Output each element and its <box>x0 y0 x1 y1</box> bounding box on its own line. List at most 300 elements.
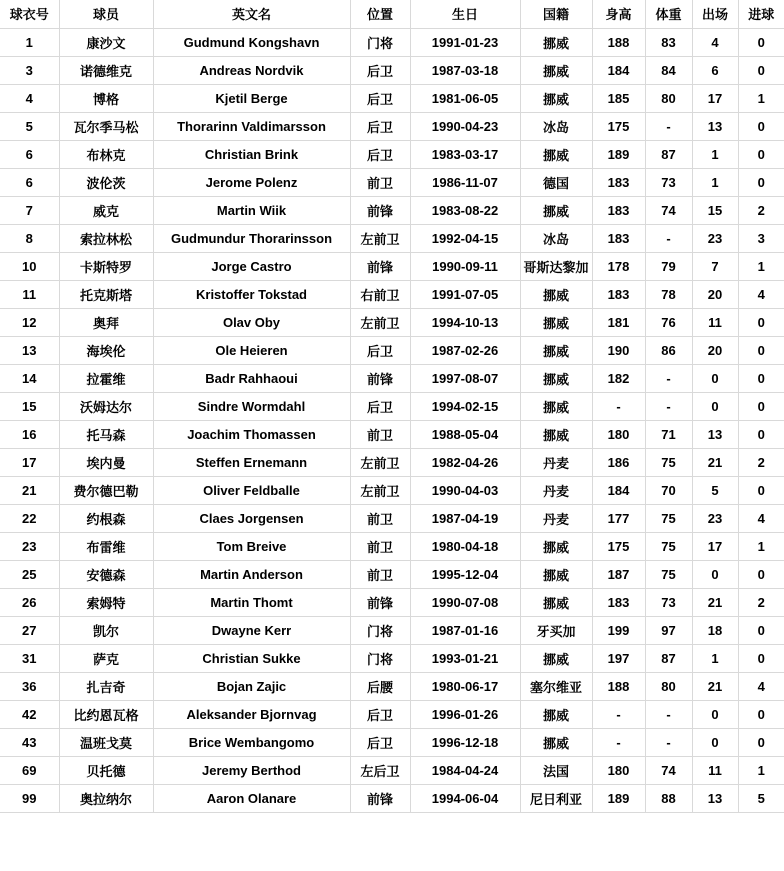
cell-appearances: 20 <box>692 280 738 308</box>
table-row <box>0 672 784 700</box>
cell-nationality: 挪威 <box>520 308 592 336</box>
cell-goals: 0 <box>738 364 784 392</box>
cell-weight: 86 <box>645 336 692 364</box>
cell-weight: - <box>645 728 692 756</box>
cell-appearances: 13 <box>692 112 738 140</box>
cell-weight: - <box>645 700 692 728</box>
cell-jersey-number: 14 <box>0 364 59 392</box>
cell-goals: 1 <box>738 252 784 280</box>
cell-appearances: 0 <box>692 560 738 588</box>
cell-birthday: 1987-02-26 <box>410 336 520 364</box>
column-header-position: 位置 <box>350 0 410 28</box>
cell-appearances: 0 <box>692 728 738 756</box>
cell-jersey-number: 22 <box>0 504 59 532</box>
column-header-height: 身高 <box>592 0 645 28</box>
cell-appearances: 1 <box>692 140 738 168</box>
cell-nationality: 牙买加 <box>520 616 592 644</box>
cell-nationality: 尼日利亚 <box>520 784 592 812</box>
cell-position: 前卫 <box>350 532 410 560</box>
cell-height: 183 <box>592 196 645 224</box>
table-row <box>0 84 784 112</box>
cell-position: 右前卫 <box>350 280 410 308</box>
table-row <box>0 728 784 756</box>
cell-birthday: 1990-07-08 <box>410 588 520 616</box>
cell-height: 197 <box>592 644 645 672</box>
cell-goals: 0 <box>738 476 784 504</box>
cell-weight: - <box>645 364 692 392</box>
cell-height: 182 <box>592 364 645 392</box>
cell-height: 183 <box>592 224 645 252</box>
cell-position: 后卫 <box>350 84 410 112</box>
cell-nationality: 挪威 <box>520 644 592 672</box>
cell-birthday: 1990-09-11 <box>410 252 520 280</box>
cell-position: 前锋 <box>350 196 410 224</box>
cell-english-name: Kristoffer Tokstad <box>153 280 350 308</box>
cell-player-name: 诺德维克 <box>59 56 153 84</box>
cell-player-name: 威克 <box>59 196 153 224</box>
cell-appearances: 11 <box>692 756 738 784</box>
table-row <box>0 560 784 588</box>
cell-goals: 1 <box>738 532 784 560</box>
cell-english-name: Steffen Ernemann <box>153 448 350 476</box>
cell-player-name: 沃姆达尔 <box>59 392 153 420</box>
cell-position: 前锋 <box>350 364 410 392</box>
column-header-nationality: 国籍 <box>520 0 592 28</box>
cell-height: 180 <box>592 756 645 784</box>
cell-player-name: 托克斯塔 <box>59 280 153 308</box>
cell-english-name: Oliver Feldballe <box>153 476 350 504</box>
cell-player-name: 约根森 <box>59 504 153 532</box>
cell-player-name: 凯尔 <box>59 616 153 644</box>
cell-position: 左前卫 <box>350 448 410 476</box>
cell-weight: 80 <box>645 84 692 112</box>
cell-position: 后卫 <box>350 336 410 364</box>
table-row <box>0 196 784 224</box>
cell-birthday: 1995-12-04 <box>410 560 520 588</box>
table-row <box>0 112 784 140</box>
cell-birthday: 1984-04-24 <box>410 756 520 784</box>
cell-goals: 2 <box>738 448 784 476</box>
cell-nationality: 挪威 <box>520 728 592 756</box>
cell-goals: 0 <box>738 560 784 588</box>
column-header-weight: 体重 <box>645 0 692 28</box>
cell-player-name: 贝托德 <box>59 756 153 784</box>
table-row <box>0 28 784 56</box>
table-row <box>0 644 784 672</box>
cell-jersey-number: 26 <box>0 588 59 616</box>
cell-appearances: 18 <box>692 616 738 644</box>
cell-height: 185 <box>592 84 645 112</box>
cell-birthday: 1997-08-07 <box>410 364 520 392</box>
cell-jersey-number: 43 <box>0 728 59 756</box>
cell-player-name: 奥拉纳尔 <box>59 784 153 812</box>
cell-height: 178 <box>592 252 645 280</box>
cell-weight: 87 <box>645 140 692 168</box>
cell-weight: 75 <box>645 532 692 560</box>
cell-height: 175 <box>592 532 645 560</box>
cell-jersey-number: 13 <box>0 336 59 364</box>
cell-nationality: 丹麦 <box>520 476 592 504</box>
table-row <box>0 168 784 196</box>
cell-goals: 0 <box>738 28 784 56</box>
cell-birthday: 1981-06-05 <box>410 84 520 112</box>
cell-goals: 0 <box>738 168 784 196</box>
cell-jersey-number: 69 <box>0 756 59 784</box>
cell-goals: 0 <box>738 56 784 84</box>
cell-weight: 73 <box>645 168 692 196</box>
cell-height: 183 <box>592 280 645 308</box>
header-row <box>0 0 784 28</box>
cell-english-name: Martin Thomt <box>153 588 350 616</box>
cell-jersey-number: 16 <box>0 420 59 448</box>
cell-appearances: 0 <box>692 364 738 392</box>
cell-position: 门将 <box>350 28 410 56</box>
cell-birthday: 1986-11-07 <box>410 168 520 196</box>
cell-birthday: 1988-05-04 <box>410 420 520 448</box>
cell-player-name: 安德森 <box>59 560 153 588</box>
cell-jersey-number: 8 <box>0 224 59 252</box>
column-header-birthday: 生日 <box>410 0 520 28</box>
cell-nationality: 挪威 <box>520 280 592 308</box>
cell-goals: 2 <box>738 588 784 616</box>
cell-jersey-number: 17 <box>0 448 59 476</box>
column-header-english-name: 英文名 <box>153 0 350 28</box>
cell-appearances: 5 <box>692 476 738 504</box>
cell-english-name: Olav Oby <box>153 308 350 336</box>
cell-nationality: 挪威 <box>520 364 592 392</box>
table-row <box>0 420 784 448</box>
cell-weight: 97 <box>645 616 692 644</box>
cell-weight: 78 <box>645 280 692 308</box>
cell-english-name: Sindre Wormdahl <box>153 392 350 420</box>
cell-player-name: 萨克 <box>59 644 153 672</box>
cell-height: - <box>592 728 645 756</box>
cell-jersey-number: 4 <box>0 84 59 112</box>
cell-english-name: Badr Rahhaoui <box>153 364 350 392</box>
cell-goals: 1 <box>738 84 784 112</box>
cell-goals: 0 <box>738 616 784 644</box>
table-row <box>0 392 784 420</box>
cell-nationality: 挪威 <box>520 56 592 84</box>
cell-nationality: 挪威 <box>520 28 592 56</box>
cell-position: 前卫 <box>350 504 410 532</box>
cell-appearances: 4 <box>692 28 738 56</box>
cell-weight: 74 <box>645 756 692 784</box>
cell-height: 183 <box>592 588 645 616</box>
cell-nationality: 法国 <box>520 756 592 784</box>
cell-height: 190 <box>592 336 645 364</box>
cell-player-name: 海埃伦 <box>59 336 153 364</box>
cell-position: 后卫 <box>350 56 410 84</box>
cell-position: 前卫 <box>350 420 410 448</box>
cell-player-name: 扎吉奇 <box>59 672 153 700</box>
cell-english-name: Joachim Thomassen <box>153 420 350 448</box>
cell-birthday: 1994-02-15 <box>410 392 520 420</box>
cell-english-name: Martin Wiik <box>153 196 350 224</box>
cell-position: 左前卫 <box>350 308 410 336</box>
cell-appearances: 23 <box>692 504 738 532</box>
cell-birthday: 1987-03-18 <box>410 56 520 84</box>
cell-goals: 3 <box>738 224 784 252</box>
cell-weight: - <box>645 224 692 252</box>
cell-height: - <box>592 700 645 728</box>
cell-jersey-number: 3 <box>0 56 59 84</box>
cell-birthday: 1996-12-18 <box>410 728 520 756</box>
cell-height: 183 <box>592 168 645 196</box>
cell-weight: 70 <box>645 476 692 504</box>
cell-jersey-number: 15 <box>0 392 59 420</box>
cell-goals: 0 <box>738 140 784 168</box>
cell-player-name: 温班戈莫 <box>59 728 153 756</box>
table-row <box>0 336 784 364</box>
cell-birthday: 1980-04-18 <box>410 532 520 560</box>
cell-height: 184 <box>592 56 645 84</box>
table-row <box>0 616 784 644</box>
cell-position: 后卫 <box>350 728 410 756</box>
cell-appearances: 15 <box>692 196 738 224</box>
cell-goals: 4 <box>738 280 784 308</box>
cell-player-name: 费尔德巴勒 <box>59 476 153 504</box>
cell-appearances: 11 <box>692 308 738 336</box>
cell-appearances: 23 <box>692 224 738 252</box>
cell-weight: 87 <box>645 644 692 672</box>
cell-birthday: 1987-04-19 <box>410 504 520 532</box>
cell-nationality: 德国 <box>520 168 592 196</box>
cell-birthday: 1983-08-22 <box>410 196 520 224</box>
cell-appearances: 0 <box>692 392 738 420</box>
cell-goals: 4 <box>738 504 784 532</box>
cell-english-name: Aleksander Bjornvag <box>153 700 350 728</box>
cell-appearances: 13 <box>692 420 738 448</box>
cell-english-name: Christian Brink <box>153 140 350 168</box>
table-row <box>0 588 784 616</box>
cell-height: 184 <box>592 476 645 504</box>
cell-birthday: 1980-06-17 <box>410 672 520 700</box>
cell-height: 199 <box>592 616 645 644</box>
cell-height: 189 <box>592 140 645 168</box>
cell-appearances: 21 <box>692 588 738 616</box>
cell-english-name: Martin Anderson <box>153 560 350 588</box>
cell-position: 后卫 <box>350 112 410 140</box>
cell-goals: 0 <box>738 420 784 448</box>
cell-appearances: 1 <box>692 168 738 196</box>
cell-jersey-number: 99 <box>0 784 59 812</box>
cell-jersey-number: 12 <box>0 308 59 336</box>
column-header-appearances: 出场 <box>692 0 738 28</box>
cell-goals: 4 <box>738 672 784 700</box>
cell-appearances: 1 <box>692 644 738 672</box>
column-header-jersey-number: 球衣号 <box>0 0 59 28</box>
cell-nationality: 塞尔维亚 <box>520 672 592 700</box>
cell-height: 188 <box>592 28 645 56</box>
cell-nationality: 挪威 <box>520 392 592 420</box>
cell-jersey-number: 11 <box>0 280 59 308</box>
cell-weight: 83 <box>645 28 692 56</box>
cell-english-name: Christian Sukke <box>153 644 350 672</box>
cell-english-name: Kjetil Berge <box>153 84 350 112</box>
cell-english-name: Gudmundur Thorarinsson <box>153 224 350 252</box>
table-row <box>0 280 784 308</box>
cell-goals: 0 <box>738 336 784 364</box>
cell-goals: 0 <box>738 700 784 728</box>
cell-nationality: 挪威 <box>520 420 592 448</box>
cell-nationality: 挪威 <box>520 588 592 616</box>
cell-appearances: 20 <box>692 336 738 364</box>
cell-weight: 76 <box>645 308 692 336</box>
table-body <box>0 28 784 812</box>
cell-jersey-number: 27 <box>0 616 59 644</box>
cell-nationality: 冰岛 <box>520 224 592 252</box>
cell-position: 左前卫 <box>350 476 410 504</box>
cell-goals: 1 <box>738 756 784 784</box>
cell-nationality: 挪威 <box>520 700 592 728</box>
cell-english-name: Ole Heieren <box>153 336 350 364</box>
cell-goals: 0 <box>738 728 784 756</box>
cell-nationality: 挪威 <box>520 532 592 560</box>
cell-height: 175 <box>592 112 645 140</box>
cell-position: 左后卫 <box>350 756 410 784</box>
cell-player-name: 布雷维 <box>59 532 153 560</box>
cell-player-name: 博格 <box>59 84 153 112</box>
cell-birthday: 1993-01-21 <box>410 644 520 672</box>
cell-player-name: 布林克 <box>59 140 153 168</box>
cell-appearances: 13 <box>692 784 738 812</box>
cell-birthday: 1990-04-03 <box>410 476 520 504</box>
cell-birthday: 1996-01-26 <box>410 700 520 728</box>
cell-weight: 75 <box>645 504 692 532</box>
cell-appearances: 0 <box>692 700 738 728</box>
cell-nationality: 挪威 <box>520 336 592 364</box>
cell-player-name: 奥拜 <box>59 308 153 336</box>
cell-height: 187 <box>592 560 645 588</box>
cell-player-name: 康沙文 <box>59 28 153 56</box>
cell-weight: 88 <box>645 784 692 812</box>
cell-height: 189 <box>592 784 645 812</box>
column-header-player-name: 球员 <box>59 0 153 28</box>
cell-height: 177 <box>592 504 645 532</box>
cell-birthday: 1987-01-16 <box>410 616 520 644</box>
cell-jersey-number: 42 <box>0 700 59 728</box>
cell-position: 前锋 <box>350 588 410 616</box>
cell-appearances: 21 <box>692 448 738 476</box>
table-row <box>0 756 784 784</box>
cell-player-name: 托马森 <box>59 420 153 448</box>
cell-goals: 5 <box>738 784 784 812</box>
cell-goals: 0 <box>738 112 784 140</box>
cell-position: 后卫 <box>350 140 410 168</box>
cell-jersey-number: 6 <box>0 140 59 168</box>
cell-birthday: 1982-04-26 <box>410 448 520 476</box>
cell-position: 门将 <box>350 644 410 672</box>
cell-weight: 75 <box>645 560 692 588</box>
cell-appearances: 21 <box>692 672 738 700</box>
cell-jersey-number: 7 <box>0 196 59 224</box>
cell-appearances: 17 <box>692 532 738 560</box>
cell-jersey-number: 36 <box>0 672 59 700</box>
cell-height: - <box>592 392 645 420</box>
cell-appearances: 17 <box>692 84 738 112</box>
cell-player-name: 索姆特 <box>59 588 153 616</box>
table-row <box>0 476 784 504</box>
cell-english-name: Jorge Castro <box>153 252 350 280</box>
cell-nationality: 丹麦 <box>520 504 592 532</box>
cell-jersey-number: 25 <box>0 560 59 588</box>
cell-goals: 0 <box>738 392 784 420</box>
cell-weight: - <box>645 112 692 140</box>
cell-weight: 84 <box>645 56 692 84</box>
table-row <box>0 140 784 168</box>
cell-player-name: 波伦茨 <box>59 168 153 196</box>
cell-height: 181 <box>592 308 645 336</box>
cell-player-name: 比约恩瓦格 <box>59 700 153 728</box>
cell-birthday: 1994-06-04 <box>410 784 520 812</box>
cell-player-name: 埃内曼 <box>59 448 153 476</box>
cell-appearances: 6 <box>692 56 738 84</box>
cell-position: 后卫 <box>350 392 410 420</box>
cell-nationality: 丹麦 <box>520 448 592 476</box>
cell-birthday: 1990-04-23 <box>410 112 520 140</box>
table-row <box>0 784 784 812</box>
cell-weight: 74 <box>645 196 692 224</box>
cell-position: 后卫 <box>350 700 410 728</box>
cell-english-name: Gudmund Kongshavn <box>153 28 350 56</box>
cell-player-name: 拉霍维 <box>59 364 153 392</box>
cell-weight: 80 <box>645 672 692 700</box>
cell-birthday: 1983-03-17 <box>410 140 520 168</box>
cell-english-name: Bojan Zajic <box>153 672 350 700</box>
cell-weight: 71 <box>645 420 692 448</box>
cell-weight: 73 <box>645 588 692 616</box>
cell-english-name: Jeremy Berthod <box>153 756 350 784</box>
cell-weight: - <box>645 392 692 420</box>
cell-weight: 79 <box>645 252 692 280</box>
cell-position: 前锋 <box>350 252 410 280</box>
table-row <box>0 252 784 280</box>
cell-nationality: 挪威 <box>520 140 592 168</box>
table-row <box>0 308 784 336</box>
cell-height: 180 <box>592 420 645 448</box>
cell-position: 前锋 <box>350 784 410 812</box>
cell-nationality: 哥斯达黎加 <box>520 252 592 280</box>
cell-player-name: 卡斯特罗 <box>59 252 153 280</box>
cell-goals: 0 <box>738 644 784 672</box>
cell-jersey-number: 21 <box>0 476 59 504</box>
table-row <box>0 448 784 476</box>
cell-birthday: 1994-10-13 <box>410 308 520 336</box>
cell-position: 前卫 <box>350 168 410 196</box>
cell-english-name: Tom Breive <box>153 532 350 560</box>
cell-birthday: 1991-07-05 <box>410 280 520 308</box>
cell-jersey-number: 31 <box>0 644 59 672</box>
cell-goals: 0 <box>738 308 784 336</box>
cell-position: 后腰 <box>350 672 410 700</box>
cell-english-name: Aaron Olanare <box>153 784 350 812</box>
cell-height: 186 <box>592 448 645 476</box>
cell-nationality: 挪威 <box>520 196 592 224</box>
cell-jersey-number: 10 <box>0 252 59 280</box>
cell-english-name: Jerome Polenz <box>153 168 350 196</box>
cell-birthday: 1992-04-15 <box>410 224 520 252</box>
table-row <box>0 364 784 392</box>
cell-english-name: Thorarinn Valdimarsson <box>153 112 350 140</box>
cell-position: 左前卫 <box>350 224 410 252</box>
cell-english-name: Claes Jorgensen <box>153 504 350 532</box>
cell-birthday: 1991-01-23 <box>410 28 520 56</box>
cell-goals: 2 <box>738 196 784 224</box>
cell-jersey-number: 5 <box>0 112 59 140</box>
table-row <box>0 504 784 532</box>
cell-nationality: 冰岛 <box>520 112 592 140</box>
